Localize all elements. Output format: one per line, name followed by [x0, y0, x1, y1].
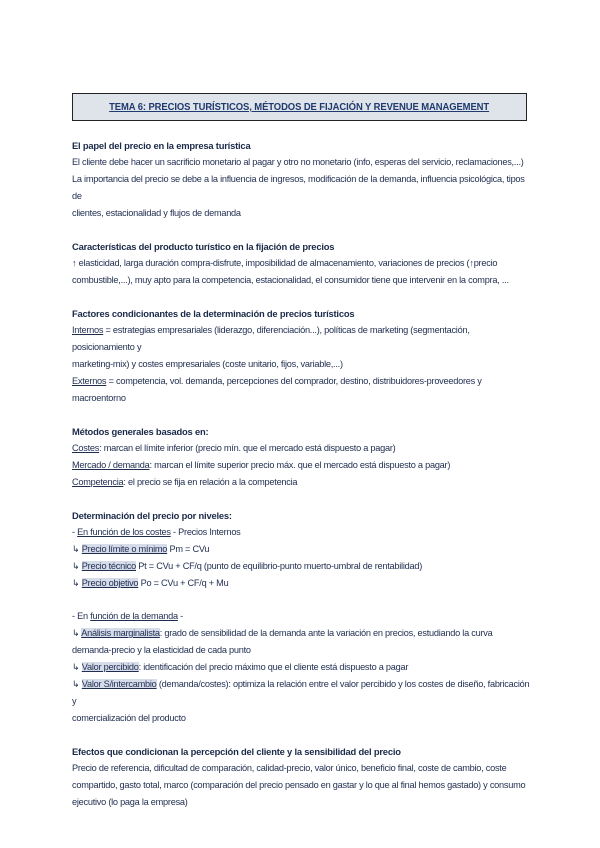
- term-analisis-marginalista: Análisis marginalista: [81, 628, 160, 638]
- paragraph-line: comercialización del producto: [72, 713, 186, 723]
- formula: Pt = CVu + CF/q (punto de equilibrio-punto muerto-umbral de rentabilidad): [135, 561, 423, 571]
- paragraph-line: [72, 608, 532, 625]
- document-body: [72, 137, 532, 811]
- section-heading: Métodos generales basados en:: [72, 426, 209, 437]
- term-definition: : marcan el límite superior precio máx. que el mercado está dispuesto a pagar): [149, 460, 451, 470]
- term-precio-limite: Precio límite o mínimo: [81, 544, 168, 554]
- term-definition: : marcan el límite inferior (precio mín. que el mercado está dispuesto a pagar): [99, 443, 396, 453]
- paragraph-line: [72, 322, 532, 356]
- paragraph-line: marketing-mix) y costes empresariales (coste unitario, fijos, variable,...): [72, 359, 343, 369]
- arrow-icon: ↳: [72, 628, 82, 638]
- term-competencia: Competencia: [72, 477, 124, 487]
- paragraph-line: combustible,...), muy apto para la competencia, estacionalidad, el consumidor tiene que intervenir en la compra, ...: [72, 275, 509, 285]
- section-heading: Factores condicionantes de la determinación de precios turísticos: [72, 308, 355, 319]
- spacer: [72, 727, 532, 743]
- section-general-methods: [72, 423, 532, 491]
- paragraph-line: [72, 659, 532, 676]
- term-funcion-costes: En función de los costes: [77, 527, 171, 537]
- spacer: [72, 592, 532, 608]
- paragraph-line: [72, 575, 532, 592]
- formula: Pm = CVu: [167, 544, 210, 554]
- term-valor-percibido: Valor percibido: [81, 662, 139, 672]
- arrow-icon: ↳: [72, 578, 82, 588]
- section-product-characteristics: [72, 238, 532, 289]
- term-definition: = estrategias empresariales (liderazgo, diferenciación...), políticas de marketing (segmentación, posicionamiento y: [72, 325, 470, 352]
- arrow-icon: ↳: [72, 679, 82, 689]
- section-conditioning-factors: [72, 305, 532, 407]
- term-costes: Costes: [72, 443, 100, 453]
- paragraph-line: [72, 474, 532, 491]
- document-title: TEMA 6: PRECIOS TURÍSTICOS, MÉTODOS DE FIJACIÓN Y REVENUE MANAGEMENT: [109, 101, 490, 113]
- paragraph-line: [72, 373, 532, 407]
- term-definition: = competencia, vol. demanda, percepciones del comprador, destino, distribuidores-proveedores y macroentorno: [72, 376, 482, 403]
- term-funcion-demanda: función de la demanda: [90, 611, 178, 621]
- paragraph-line: El cliente debe hacer un sacrificio monetario al pagar y otro no monetario (info, esperas del servicio, reclamaciones,...): [72, 157, 524, 167]
- paragraph-line: La importancia del precio se debe a la influencia de ingresos, modificación de la demanda, influencia psicológica, tipos de: [72, 174, 525, 201]
- paragraph-line: [72, 524, 532, 541]
- arrow-icon: ↳: [72, 561, 82, 571]
- arrow-icon: ↳: [72, 662, 82, 672]
- term-mercado: Mercado / demanda: [72, 460, 150, 470]
- section-heading: El papel del precio en la empresa turística: [72, 140, 251, 151]
- title-box: [72, 93, 527, 121]
- paragraph-line: [72, 440, 532, 457]
- paragraph-line: [72, 625, 532, 642]
- paragraph-line: clientes, estacionalidad y flujos de demanda: [72, 208, 241, 218]
- term-definition: : grado de sensibilidad de la demanda ante la variación en precios, estudiando la curva: [159, 628, 493, 638]
- formula: Po = CVu + CF/q + Mu: [138, 578, 229, 588]
- term-definition: : el precio se fija en relación a la competencia: [123, 477, 298, 487]
- dash-prefix: - En: [72, 611, 91, 621]
- term-precio-objetivo: Precio objetivo: [81, 578, 139, 588]
- paragraph-line: [72, 676, 532, 710]
- section-heading: Determinación del precio por niveles:: [72, 510, 232, 521]
- paragraph-line: demanda-precio y la elasticidad de cada punto: [72, 645, 251, 655]
- paragraph-line: ↑ elasticidad, larga duración compra-disfrute, imposibilidad de almacenamiento, variaciones de precios (↑precio: [72, 258, 498, 268]
- section-heading: Características del producto turístico en la fijación de precios: [72, 241, 335, 252]
- section-price-levels: [72, 507, 532, 727]
- arrow-icon: ↳: [72, 544, 82, 554]
- paragraph-line: [72, 457, 532, 474]
- dash-suffix: -: [177, 611, 183, 621]
- dash-prefix: -: [72, 527, 78, 537]
- term-valor-intercambio: Valor S/intercambio: [81, 679, 157, 689]
- term-internos: Internos: [72, 325, 104, 335]
- term-externos: Externos: [72, 376, 107, 386]
- section-price-role: [72, 137, 532, 222]
- paragraph-line: [72, 558, 532, 575]
- section-heading: Efectos que condicionan la percepción del cliente y la sensibilidad del precio: [72, 746, 401, 757]
- paragraph-line: compartido, gasto total, marco (comparación del precio pensado en gastar y lo que al final hemos gastado) y consumo: [72, 780, 526, 790]
- term-definition: : identificación del precio máximo que el cliente está dispuesto a pagar: [138, 662, 409, 672]
- section-perception-effects: [72, 743, 532, 811]
- paragraph-line: [72, 541, 532, 558]
- paragraph-line: Precio de referencia, dificultad de comparación, calidad-precio, valor único, beneficio final, coste de cambio, coste: [72, 763, 507, 773]
- term-definition: (demanda/costes): optimiza la relación entre el valor percibido y los costes de diseño, fabricación y: [72, 679, 530, 706]
- term-definition: - Precios Internos: [170, 527, 241, 537]
- term-precio-tecnico: Precio técnico: [81, 561, 136, 571]
- paragraph-line: ejecutivo (lo paga la empresa): [72, 797, 188, 807]
